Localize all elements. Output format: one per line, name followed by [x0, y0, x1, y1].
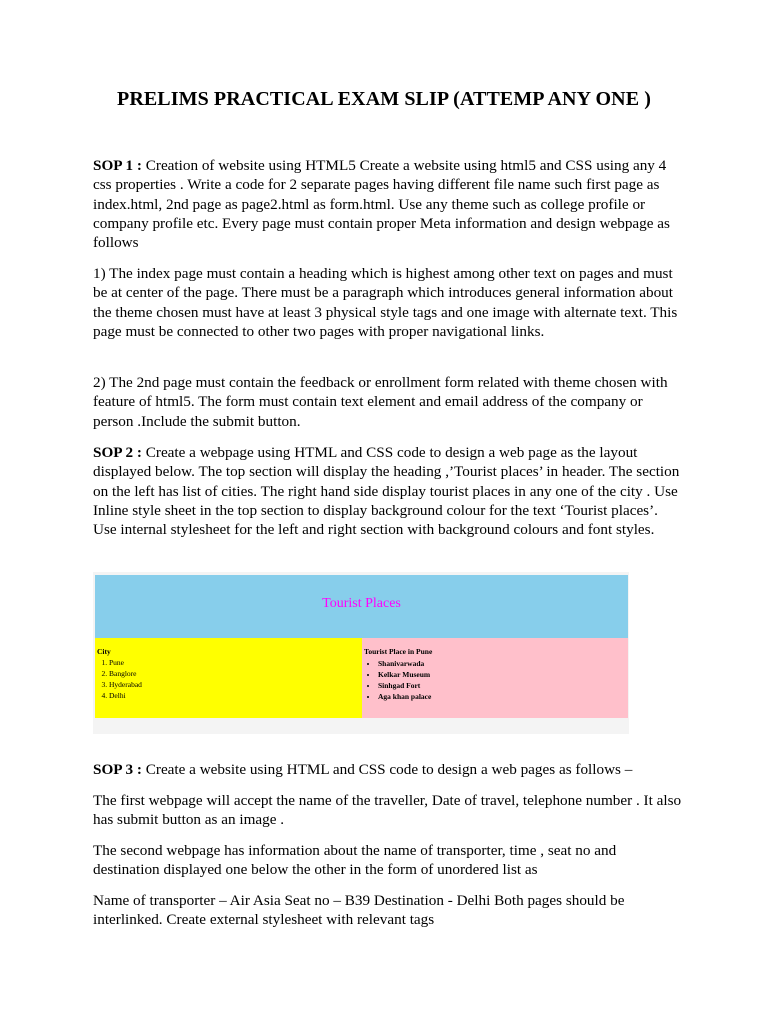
sop3-first-page-text: The first webpage will accept the name of the traveller, Date of travel, telephone number . It also has submit button as an image .: [93, 792, 682, 829]
figure-right-section: [362, 638, 628, 718]
sop2-text: Create a webpage using HTML and CSS code to design a web page as the layout displayed below. The top section will display the heading ,’Tourist places’ in header. The section on the left has list of cities. The right hand side display tourist places in any one of the city . Use Inline style sheet in the top section to display background colour for the text ‘Tourist places’. Use internal stylesheet for the left and right section with background colours and font styles.: [93, 444, 680, 539]
sop1-point1: 1) The index page must contain a heading which is highest among other text on pages and must be at center of the page. There must be a paragraph which introduces general information about the theme chosen must have at least 3 physical style tags and one image with alternate text. This page must be connected to other two pages with proper navigational links.: [93, 265, 678, 340]
sop3-intro-text: Create a website using HTML and CSS code to design a web pages as follows –: [141, 761, 633, 778]
figure-left-section: [95, 638, 362, 718]
figure-places-list: [362, 658, 431, 702]
figure-places-title: Tourist Place in Pune: [364, 647, 433, 656]
city-list-item: 1. Pune: [109, 657, 142, 668]
place-list-item: • Shanivarwada: [378, 658, 431, 669]
sop3-second-page-text: The second webpage has information about the name of transporter, time , seat no and destination displayed one below the other in the form of unordered list as: [93, 842, 617, 879]
sop2-label: SOP 2 :: [93, 444, 142, 461]
city-list-item: 3. Hyderabad: [109, 679, 142, 690]
sop3-label: SOP 3 :: [93, 761, 142, 778]
sop3-paragraph: [93, 760, 683, 779]
sop1-label: SOP 1 :: [93, 157, 142, 174]
place-list-item: • Sinhgad Fort: [378, 680, 431, 691]
figure-header-title: Tourist Places: [322, 596, 401, 611]
sop1-intro-text: Creation of website using HTML5 Create a website using html5 and CSS using any 4 css properties . Write a code for 2 separate pages having different file name such first page as index.html, 2nd page as page2.html as form.html. Use any theme such as college profile or company profile etc. Every page must contain proper Meta information and design webpage as follows: [93, 157, 670, 252]
document-title: PRELIMS PRACTICAL EXAM SLIP (ATTEMP ANY ONE ): [117, 88, 651, 110]
sop2-paragraph: [93, 443, 683, 539]
sop1-point2: 2) The 2nd page must contain the feedback or enrollment form related with theme chosen with feature of html5. The form must contain text element and email address of the company or person .Include the submit button.: [93, 374, 668, 430]
figure-city-title: City: [97, 647, 111, 656]
tourist-places-layout-figure: [93, 572, 629, 734]
place-list-item: • Aga khan palace: [378, 691, 431, 702]
place-list-item: • Kelkar Museum: [378, 669, 431, 680]
sop1-paragraph: [93, 156, 683, 252]
sop3-transporter-text: Name of transporter – Air Asia Seat no – B39 Destination - Delhi Both pages should be interlinked. Create external stylesheet with relevant tags: [93, 892, 625, 929]
city-list-item: 2. Banglore: [109, 668, 142, 679]
figure-city-list: [95, 657, 142, 701]
city-list-item: 4. Delhi: [109, 690, 142, 701]
figure-header-section: [95, 575, 628, 638]
